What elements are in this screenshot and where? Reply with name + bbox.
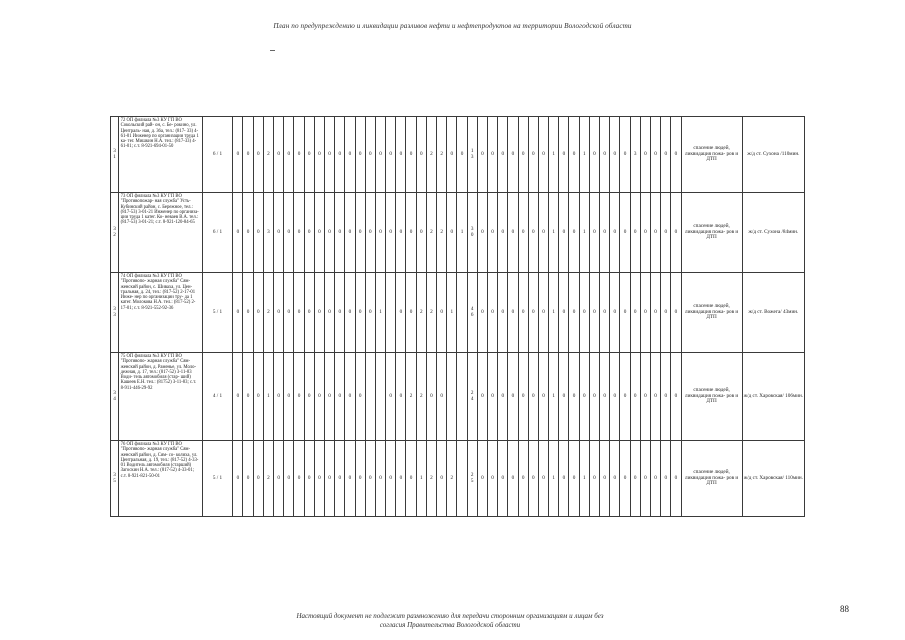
count-cell: 0 <box>284 441 294 517</box>
count-cell: 0 <box>294 193 304 273</box>
count-cell: 0 <box>335 353 345 441</box>
count-cell: 0 <box>630 273 640 353</box>
count-cell: 0 <box>661 117 671 193</box>
count-cell: 0 <box>243 353 253 441</box>
table-row <box>111 193 805 273</box>
row-number-bottom: 5 <box>113 477 116 484</box>
count-cell: 0 <box>406 193 416 273</box>
count-cell: 0 <box>661 193 671 273</box>
count-cell: 0 <box>610 441 620 517</box>
count-cell: 0 <box>253 353 263 441</box>
row-number-cell <box>111 441 119 517</box>
row-number-bottom: 3 <box>113 311 116 318</box>
count-cell: 0 <box>487 117 497 193</box>
count-cell: 0 <box>569 273 579 353</box>
count-cell: 0 <box>233 353 243 441</box>
count-cell: 0 <box>498 441 508 517</box>
row-number-bottom: 2 <box>113 231 116 238</box>
ratio-cell: 4 / 1 <box>202 353 233 441</box>
count-cell: 0 <box>487 353 497 441</box>
count-cell: 0 <box>620 441 630 517</box>
count-cell: 0 <box>386 353 396 441</box>
count-cell: 0 <box>365 273 375 353</box>
count-cell: 0 <box>600 117 610 193</box>
count-cell: 0 <box>406 273 416 353</box>
count-cell: 2 <box>426 441 436 517</box>
count-cell: 1 <box>416 441 426 517</box>
count-cell: 0 <box>610 273 620 353</box>
count-cell: 0 <box>477 117 487 193</box>
count-cell: 0 <box>365 117 375 193</box>
count-cell: 0 <box>487 273 497 353</box>
count-cell: 0 <box>294 117 304 193</box>
count-cell: 1 <box>549 117 559 193</box>
count-cell: 0 <box>335 193 345 273</box>
count-cell: 0 <box>345 117 355 193</box>
count-cell: 0 <box>559 117 569 193</box>
count-cell: 0 <box>487 193 497 273</box>
count-cell: 0 <box>671 273 681 353</box>
count-cell: 0 <box>335 273 345 353</box>
action-cell: спасение людей, ликвидация пожа- ров и ДТП <box>681 273 742 353</box>
row-number-top: 3 <box>113 471 116 478</box>
count-cell: 0 <box>569 117 579 193</box>
count-cell: 0 <box>610 353 620 441</box>
count-cell: 0 <box>569 441 579 517</box>
count-cell: 0 <box>274 193 284 273</box>
count-cell: 3 <box>263 193 273 273</box>
page-mark <box>270 50 275 51</box>
count-cell: 2 <box>263 117 273 193</box>
fraction-cell <box>467 193 477 273</box>
count-cell: 0 <box>569 353 579 441</box>
fraction-cell <box>467 353 477 441</box>
count-cell: 1 <box>457 193 467 273</box>
count-cell: 0 <box>437 441 447 517</box>
resources-table <box>110 116 805 517</box>
count-cell: 0 <box>498 193 508 273</box>
ratio-cell: 5 / 1 <box>202 441 233 517</box>
count-cell: 0 <box>345 273 355 353</box>
count-cell: 0 <box>324 441 334 517</box>
count-cell: 1 <box>579 117 589 193</box>
count-cell: 0 <box>304 193 314 273</box>
count-cell: 0 <box>610 193 620 273</box>
row-number-cell <box>111 193 119 273</box>
page-footer <box>220 612 680 630</box>
count-cell <box>375 353 385 441</box>
count-cell: 0 <box>447 117 457 193</box>
action-cell: спасение людей, ликвидация пожа- ров и ДТП <box>681 193 742 273</box>
count-cell: 0 <box>498 353 508 441</box>
count-cell: 0 <box>345 353 355 441</box>
count-cell: 1 <box>549 441 559 517</box>
count-cell: 0 <box>538 193 548 273</box>
count-cell: 0 <box>294 441 304 517</box>
count-cell: 0 <box>233 117 243 193</box>
count-cell: 0 <box>528 441 538 517</box>
count-cell: 2 <box>263 441 273 517</box>
count-cell: 0 <box>640 117 650 193</box>
count-cell: 2 <box>437 193 447 273</box>
count-cell: 0 <box>396 193 406 273</box>
count-cell: 0 <box>233 193 243 273</box>
count-cell: 0 <box>600 273 610 353</box>
count-cell: 0 <box>508 353 518 441</box>
fraction-bottom: 4 <box>470 395 474 402</box>
count-cell: 0 <box>233 441 243 517</box>
count-cell: 0 <box>498 117 508 193</box>
row-number-bottom: 4 <box>113 395 116 402</box>
table-row <box>111 353 805 441</box>
row-number-top: 3 <box>113 389 116 396</box>
count-cell: 0 <box>355 117 365 193</box>
count-cell <box>447 353 457 441</box>
count-cell: 0 <box>274 273 284 353</box>
count-cell: 0 <box>671 117 681 193</box>
count-cell: 0 <box>487 441 497 517</box>
count-cell: 2 <box>447 441 457 517</box>
count-cell <box>386 273 396 353</box>
count-cell: 0 <box>518 353 528 441</box>
count-cell: 0 <box>518 193 528 273</box>
count-cell: 0 <box>630 353 640 441</box>
count-cell: 0 <box>243 273 253 353</box>
count-cell: 0 <box>243 117 253 193</box>
count-cell: 2 <box>426 273 436 353</box>
count-cell: 0 <box>508 273 518 353</box>
count-cell: 0 <box>416 117 426 193</box>
count-cell: 0 <box>304 353 314 441</box>
count-cell: 2 <box>406 353 416 441</box>
location-cell: ж/д ст. Сухона /84мин. <box>742 193 804 273</box>
count-cell: 0 <box>538 117 548 193</box>
count-cell: 0 <box>528 193 538 273</box>
count-cell: 0 <box>528 273 538 353</box>
count-cell: 0 <box>589 441 599 517</box>
count-cell: 1 <box>579 193 589 273</box>
count-cell <box>365 353 375 441</box>
fraction-bottom: 6 <box>470 311 474 318</box>
footer-line-1: Настоящий документ не подлежит размножению для передачи сторонним организациям и лицам без <box>296 612 604 620</box>
count-cell: 0 <box>294 353 304 441</box>
count-cell: 0 <box>538 353 548 441</box>
count-cell: 0 <box>375 441 385 517</box>
row-number-cell <box>111 273 119 353</box>
count-cell: 0 <box>477 193 487 273</box>
count-cell: 0 <box>610 117 620 193</box>
table-row <box>111 273 805 353</box>
count-cell: 0 <box>518 441 528 517</box>
count-cell: 0 <box>345 441 355 517</box>
count-cell: 0 <box>671 193 681 273</box>
count-cell: 0 <box>661 353 671 441</box>
count-cell: 0 <box>640 353 650 441</box>
ratio-cell: 6 / 1 <box>202 193 233 273</box>
org-cell: 75 ОП филиала №3 КУ ГП ВО "Противопо- жарная служба" Сям- женский район, д. Раменье, ул. Моло- дежная, д. 17, тел.: (817-52) 3-11-83 Води- тель автомобиля (стар- ший) Кашеев Е.Н. тел.: (81752) 3-11-83; с.т. 8-911-446-29-92 <box>119 353 203 441</box>
count-cell: 0 <box>406 117 416 193</box>
count-cell: 0 <box>233 273 243 353</box>
ratio-cell: 5 / 1 <box>202 273 233 353</box>
count-cell: 0 <box>243 441 253 517</box>
count-cell: 0 <box>600 193 610 273</box>
count-cell: 0 <box>253 193 263 273</box>
count-cell: 0 <box>569 193 579 273</box>
count-cell: 0 <box>600 441 610 517</box>
count-cell: 0 <box>640 273 650 353</box>
count-cell: 1 <box>579 441 589 517</box>
count-cell: 0 <box>406 441 416 517</box>
count-cell: 0 <box>314 117 324 193</box>
count-cell: 0 <box>620 353 630 441</box>
count-cell: 0 <box>324 117 334 193</box>
count-cell: 1 <box>447 273 457 353</box>
count-cell: 0 <box>355 441 365 517</box>
count-cell: 0 <box>365 441 375 517</box>
fraction-bottom: 5 <box>470 477 474 484</box>
count-cell: 0 <box>375 193 385 273</box>
count-cell: 0 <box>620 117 630 193</box>
count-cell: 2 <box>437 117 447 193</box>
count-cell: 0 <box>559 273 569 353</box>
count-cell: 0 <box>284 193 294 273</box>
count-cell: 0 <box>528 117 538 193</box>
count-cell: 0 <box>253 117 263 193</box>
count-cell: 0 <box>386 441 396 517</box>
count-cell: 0 <box>355 353 365 441</box>
count-cell: 0 <box>589 193 599 273</box>
count-cell: 0 <box>284 117 294 193</box>
count-cell: 1 <box>549 353 559 441</box>
count-cell: 0 <box>335 117 345 193</box>
fraction-cell <box>467 117 477 193</box>
count-cell: 0 <box>253 273 263 353</box>
count-cell: 0 <box>498 273 508 353</box>
count-cell: 0 <box>538 441 548 517</box>
count-cell: 0 <box>620 273 630 353</box>
count-cell: 0 <box>304 273 314 353</box>
page-header: План по предупреждению и ликвидации разливов нефти и нефтепродуктов на территории Вологодской области <box>273 22 632 30</box>
fraction-bottom: 0 <box>470 231 474 238</box>
count-cell: 0 <box>324 273 334 353</box>
location-cell: ж/д ст. Харовская/ 110мин. <box>742 441 804 517</box>
count-cell: 0 <box>630 441 640 517</box>
row-number-top: 3 <box>113 225 116 232</box>
count-cell: 0 <box>579 353 589 441</box>
count-cell: 0 <box>314 193 324 273</box>
count-cell: 0 <box>600 353 610 441</box>
count-cell: 0 <box>386 117 396 193</box>
count-cell: 2 <box>416 273 426 353</box>
fraction-top: 2 <box>470 389 474 396</box>
count-cell: 2 <box>426 117 436 193</box>
fraction-top: 3 <box>470 225 474 232</box>
count-cell: 0 <box>518 273 528 353</box>
count-cell: 0 <box>304 441 314 517</box>
page-number: 88 <box>840 604 849 614</box>
count-cell: 0 <box>640 193 650 273</box>
count-cell: 0 <box>294 273 304 353</box>
count-cell: 1 <box>263 353 273 441</box>
fraction-bottom: 3 <box>470 153 474 160</box>
count-cell: 2 <box>263 273 273 353</box>
count-cell: 0 <box>437 273 447 353</box>
count-cell: 0 <box>559 353 569 441</box>
org-cell: 76 ОП филиала №3 КУ ГП ВО "Противопо- жарная служба" Сям- женский район, д. Сям- со- колиха, ул. Центральная, д. 19, тел.: (817-52) 4-33- 01 Водитель автомобиля (старший) Загоскин Н.А. тел.: (817-52) 4-33-01; с.т. 8-921-821-50-01 <box>119 441 203 517</box>
fraction-top: 2 <box>470 471 474 478</box>
count-cell: 0 <box>284 353 294 441</box>
count-cell: 0 <box>274 353 284 441</box>
count-cell: 0 <box>355 193 365 273</box>
count-cell: 0 <box>589 353 599 441</box>
row-number-top: 3 <box>113 305 116 312</box>
count-cell: 0 <box>559 441 569 517</box>
count-cell: 0 <box>477 441 487 517</box>
fraction-top: 4 <box>470 305 474 312</box>
count-cell: 0 <box>538 273 548 353</box>
row-number-bottom: 1 <box>113 153 116 160</box>
count-cell: 2 <box>416 353 426 441</box>
count-cell <box>457 273 467 353</box>
count-cell: 0 <box>426 353 436 441</box>
count-cell: 0 <box>650 273 660 353</box>
table-row <box>111 441 805 517</box>
count-cell: 0 <box>518 117 528 193</box>
count-cell: 0 <box>630 193 640 273</box>
count-cell: 0 <box>304 117 314 193</box>
count-cell: 0 <box>396 441 406 517</box>
count-cell: 0 <box>640 441 650 517</box>
count-cell: 0 <box>375 117 385 193</box>
count-cell: 0 <box>365 193 375 273</box>
count-cell: 0 <box>437 353 447 441</box>
org-cell: 73 ОП филиала №3 КУ ГП ВО "Противопожар- ная служба" Усть- Кубинский район, с. Бережное, тел.: (817-53) 3-01-21 Инженер по организа- ции труда 1 катег. Ко- неваев В.А. тел.: (817-53) 3-01-21; с.т. 8-921-120-84-65 <box>119 193 203 273</box>
count-cell: 0 <box>274 441 284 517</box>
count-cell: 0 <box>650 193 660 273</box>
ratio-cell: 6 / 1 <box>202 117 233 193</box>
count-cell: 0 <box>416 193 426 273</box>
count-cell: 0 <box>661 441 671 517</box>
row-number-cell <box>111 353 119 441</box>
count-cell: 0 <box>528 353 538 441</box>
table-row <box>111 117 805 193</box>
count-cell: 0 <box>447 193 457 273</box>
count-cell: 0 <box>386 193 396 273</box>
org-cell: 74 ОП филиала №3 КУ ГП ВО "Противопо- жарная служба" Сям- женский район, с. Шиваха, ул. Цен- тральная, д. 24, тел.: (817-52) 2-17-01 Инже- нер по организации тру- да 1 катег. Молокова Н.А. тел.: (817-52) 2-17-01; с.т. 8-921-552-92-36 <box>119 273 203 353</box>
footer-line-2: согласия Правительства Вологодской области <box>379 621 521 630</box>
count-cell: 0 <box>671 353 681 441</box>
count-cell: 0 <box>508 193 518 273</box>
count-cell: 0 <box>477 353 487 441</box>
count-cell: 2 <box>426 193 436 273</box>
count-cell: 0 <box>508 441 518 517</box>
count-cell: 0 <box>508 117 518 193</box>
count-cell: 1 <box>375 273 385 353</box>
count-cell <box>457 441 467 517</box>
count-cell: 0 <box>324 353 334 441</box>
action-cell: спасение людей, ликвидация пожа- ров и ДТП <box>681 117 742 193</box>
fraction-top: 1 <box>470 147 474 154</box>
count-cell: 0 <box>671 441 681 517</box>
count-cell: 0 <box>284 273 294 353</box>
count-cell: 0 <box>559 193 569 273</box>
row-number-cell <box>111 117 119 193</box>
action-cell: спасение людей, ликвидация пожа- ров и ДТП <box>681 353 742 441</box>
count-cell: 0 <box>620 193 630 273</box>
count-cell: 0 <box>396 273 406 353</box>
count-cell: 0 <box>650 353 660 441</box>
location-cell: ж/д ст. Харовская/ 106мин. <box>742 353 804 441</box>
count-cell: 0 <box>589 273 599 353</box>
count-cell: 3 <box>630 117 640 193</box>
count-cell: 0 <box>253 441 263 517</box>
fraction-cell <box>467 273 477 353</box>
count-cell: 0 <box>589 117 599 193</box>
count-cell: 0 <box>243 193 253 273</box>
count-cell: 0 <box>650 441 660 517</box>
count-cell: 0 <box>324 193 334 273</box>
count-cell: 0 <box>661 273 671 353</box>
action-cell: спасение людей, ликвидация пожа- ров и ДТП <box>681 441 742 517</box>
fraction-cell <box>467 441 477 517</box>
count-cell: 0 <box>579 273 589 353</box>
count-cell: 1 <box>549 193 559 273</box>
count-cell: 0 <box>314 273 324 353</box>
count-cell: 0 <box>335 441 345 517</box>
count-cell: 0 <box>477 273 487 353</box>
count-cell: 0 <box>345 193 355 273</box>
count-cell: 0 <box>457 117 467 193</box>
count-cell: 0 <box>355 273 365 353</box>
location-cell: ж/д ст. Вожега/ 43мин. <box>742 273 804 353</box>
count-cell: 0 <box>314 441 324 517</box>
org-cell: 72 ОП филиала №3 КУ ГП ВО Сокольский рай- он, с. Бе- рокино, ул. Централь- ная, д. 36а, тел.: (817- 33) 4-61-01 Инженер по организации труда 1 ка- тег. Мишкин Н.А. тел.: (817-33) 4-61-01; с.т. 8-921-694-01-50 <box>119 117 203 193</box>
count-cell: 0 <box>396 353 406 441</box>
location-cell: ж/д ст. Сухона /110мин. <box>742 117 804 193</box>
row-number-top: 3 <box>113 147 116 154</box>
count-cell: 0 <box>396 117 406 193</box>
count-cell: 0 <box>314 353 324 441</box>
count-cell: 0 <box>274 117 284 193</box>
count-cell: 1 <box>549 273 559 353</box>
count-cell <box>457 353 467 441</box>
count-cell: 0 <box>650 117 660 193</box>
